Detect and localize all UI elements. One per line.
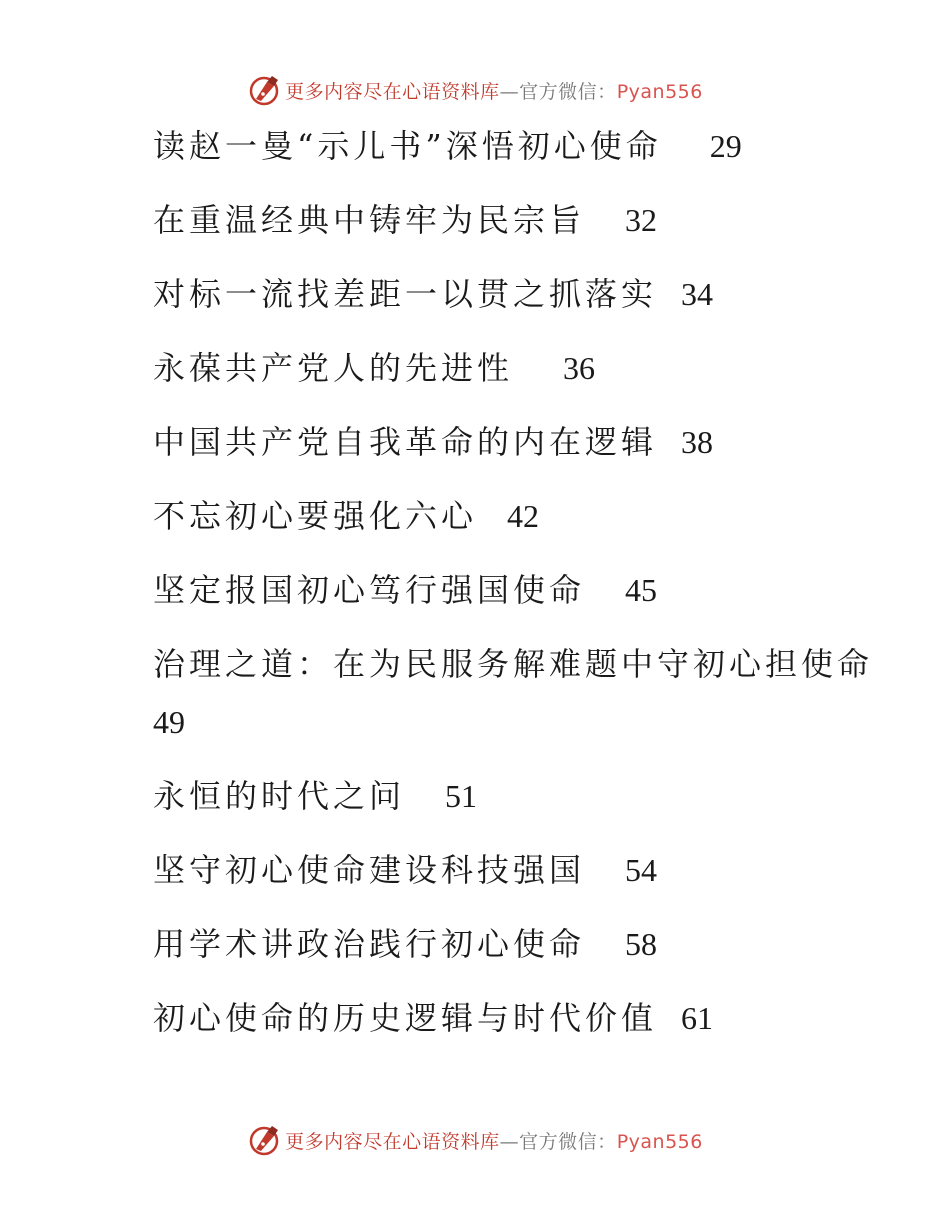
toc-entry-page: 49 <box>153 704 185 740</box>
toc-entry-page: 36 <box>563 350 596 386</box>
toc-entry-title: 对标一流找差距一以贯之抓落实 <box>153 275 658 313</box>
toc-entry-page: 45 <box>625 572 658 608</box>
toc-entry-page: 29 <box>709 128 742 164</box>
footer-banner <box>0 1120 950 1160</box>
toc-entry[interactable] <box>153 568 657 612</box>
toc-entry-page: 54 <box>625 852 658 888</box>
toc-entry[interactable] <box>153 198 657 242</box>
toc-entry-title: 在重温经典中铸牢为民宗旨 <box>153 201 586 239</box>
toc-entry[interactable] <box>153 494 539 538</box>
toc-entry-page: 34 <box>681 276 714 312</box>
toc-entry-page: 61 <box>681 1000 714 1036</box>
header-text: 更多内容尽在心语资料库—官方微信：Pyan556 <box>285 80 703 103</box>
toc-entry[interactable] <box>153 922 657 966</box>
footer-text: 更多内容尽在心语资料库—官方微信：Pyan556 <box>285 1130 703 1153</box>
header-banner <box>0 70 950 110</box>
toc-entry-title: 坚定报国初心笃行强国使命 <box>153 571 586 609</box>
toc-entry-page: 38 <box>681 424 714 460</box>
toc-entry[interactable] <box>153 272 713 316</box>
toc-entry[interactable] <box>153 774 477 818</box>
toc-entry[interactable] <box>153 346 595 390</box>
toc-entry-page: 32 <box>625 202 658 238</box>
toc-entry-title: 坚守初心使命建设科技强国 <box>153 851 586 889</box>
toc-entry-title: 不忘初心要强化六心 <box>153 497 478 535</box>
toc-entry-page-wrap <box>153 700 185 744</box>
toc-entry[interactable] <box>153 124 742 168</box>
toc-entry-title: 读赵一曼“示儿书”深悟初心使命 <box>153 127 662 165</box>
toc-entry-title: 用学术讲政治践行初心使命 <box>153 925 586 963</box>
toc-entry-title: 永葆共产党人的先进性 <box>153 349 514 387</box>
toc-entry-title: 治理之道：在为民服务解难题中守初心担使命 <box>153 645 874 683</box>
toc-entry[interactable] <box>153 420 713 464</box>
pen-nib-logo-icon <box>247 1123 281 1157</box>
toc-entry-page: 58 <box>625 926 658 962</box>
toc-entry[interactable] <box>153 996 713 1040</box>
toc-entry-title: 中国共产党自我革命的内在逻辑 <box>153 423 658 461</box>
toc-entry-page: 51 <box>445 778 478 814</box>
toc-entry-title: 初心使命的历史逻辑与时代价值 <box>153 999 658 1037</box>
toc-entry-page: 42 <box>507 498 540 534</box>
toc-entry-title: 永恒的时代之问 <box>153 777 406 815</box>
toc-entry[interactable] <box>153 642 873 686</box>
toc-entry[interactable] <box>153 848 657 892</box>
pen-nib-logo-icon <box>247 73 281 107</box>
